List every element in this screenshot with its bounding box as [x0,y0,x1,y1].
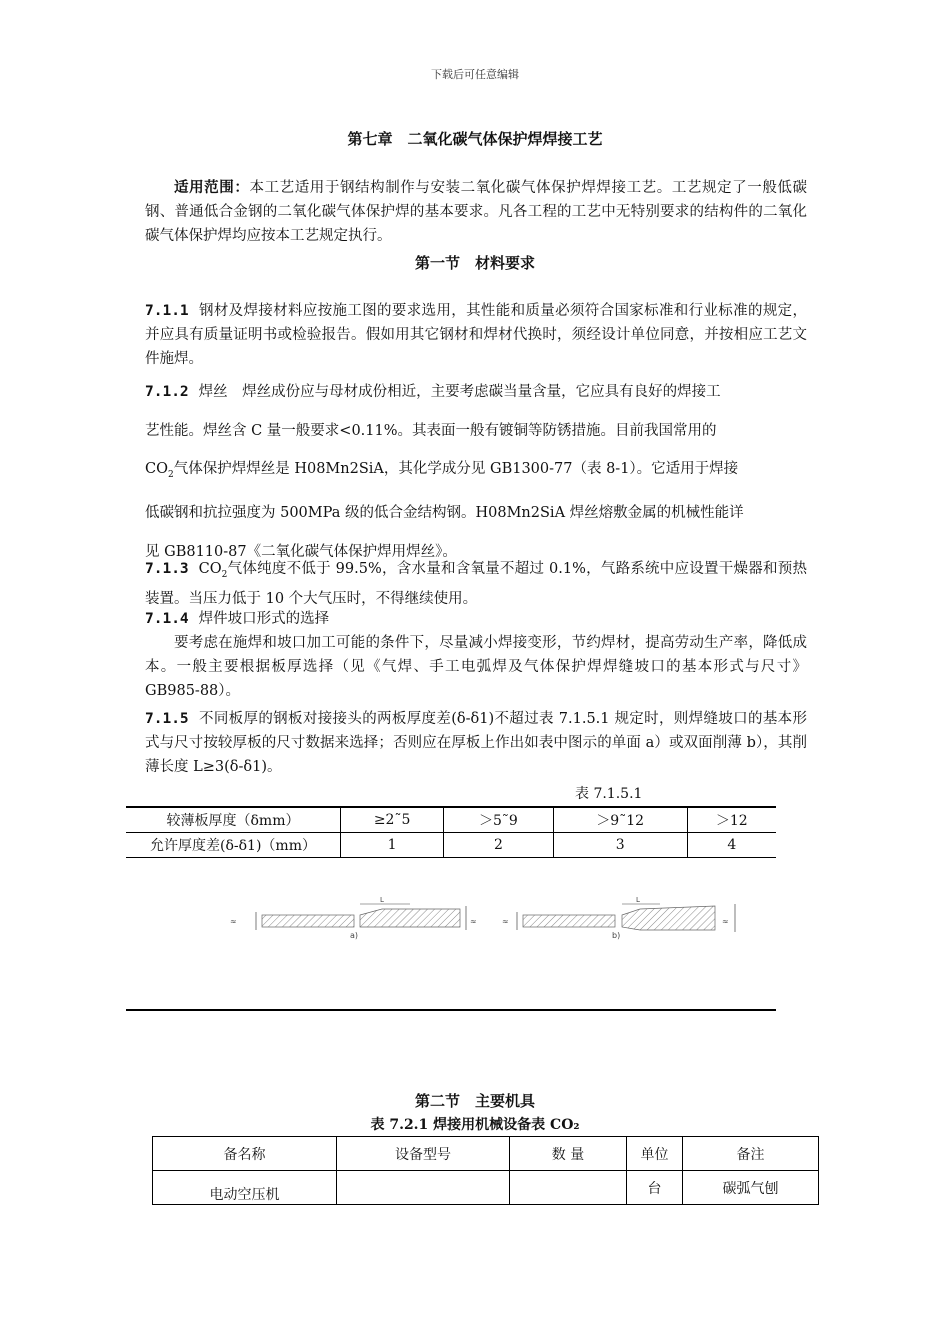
thickness-table [126,806,776,858]
equipment-table [152,1136,819,1205]
table-row [126,833,776,858]
table-cell: 较薄板厚度（δmm） [126,807,341,833]
para-line: 见 GB8110-87《二氧化碳气体保护焊用焊丝》。 [145,543,457,560]
table-cell: 1 [341,833,444,858]
para-number: 7.1.2 [145,384,189,400]
table-header-cell: 单位 [627,1137,683,1171]
scope-paragraph [145,176,807,248]
table-cell: 3 [553,833,687,858]
table-cell: 电动空压机 [153,1171,337,1205]
para-line: $CO_2$气体保护焊焊丝是 H08Mn2SiA，其化学成分见 GB1300-77（表 8-1）。它适用于焊接 [145,461,739,480]
para-number: 7.1.5 [145,711,189,727]
table-cell: ＞12 [687,807,776,833]
svg-text:≈: ≈ [502,917,509,926]
horizontal-rule [126,1009,776,1011]
para-7-1-1 [145,299,807,371]
table-cell: ＞5˜9 [444,807,553,833]
table-header-cell: 备名称 [153,1137,337,1171]
svg-text:≈: ≈ [230,917,237,926]
table-cell [337,1171,510,1205]
table2-caption: 表 7.2.1 焊接用机械设备表 CO₂ [370,1117,580,1133]
diagram-b [502,896,735,940]
table-header-cell: 数 量 [510,1137,627,1171]
para-text: 钢材及焊接材料应按施工图的要求选用，其性能和质量必须符合国家标准和行业标准的规定，并应具有质量证明书或检验报告。假如用其它钢材和焊材代换时，须经设计单位同意，并按相应工艺文件施焊。 [145,303,807,367]
svg-text:≈: ≈ [722,917,729,926]
label-a: a) [350,931,359,940]
table-cell: 允许厚度差(δ-δ1)（mm） [126,833,341,858]
table-cell: 4 [687,833,776,858]
table-cell: 2 [444,833,553,858]
table-cell: ＞9˜12 [553,807,687,833]
section-1-title: 第一节 材料要求 [414,254,535,272]
section-2-title: 第二节 主要机具 [414,1092,535,1110]
para-line: 7.1.2 焊丝 焊丝成份应与母材成份相近，主要考虑碳当量含量，它应具有良好的焊接工 [145,384,721,400]
para-line: 低碳钢和抗拉强度为 500MPa 级的低合金结构钢。H08Mn2SiA 焊丝熔敷金属的机械性能详 [145,505,744,522]
scope-lead: 适用范围： [174,179,250,196]
table-cell: 台 [627,1171,683,1205]
table-cell [510,1171,627,1205]
diagram-a [230,896,477,940]
length-label-b: L [636,896,640,904]
svg-text:≈: ≈ [470,917,477,926]
chapter-title: 第七章 二氧化碳气体保护焊焊接工艺 [347,130,603,148]
bevel-diagram [220,890,745,950]
page-header: 下载后可任意编辑 [431,68,519,81]
para-7-1-2 [145,373,807,571]
para-number: 7.1.3 [145,561,189,577]
table-cell: ≥2˜5 [341,807,444,833]
label-b: b) [612,931,621,940]
table-header-row [153,1137,819,1171]
scope-text: 本工艺适用于钢结构制作与安装二氧化碳气体保护焊焊接工艺。工艺规定了一般低碳钢、普通低合金钢的二氧化碳气体保护焊的基本要求。凡各工程的工艺中无特别要求的结构件的二氧化碳气体保护焊均应按本工艺规定执行。 [145,180,808,244]
table-header-cell: 设备型号 [337,1137,510,1171]
para-7-1-5: 7.1.5 不同板厚的钢板对接接头的两板厚度差(δ-δ1)不超过表 7.1.5.1 规定时，则焊缝坡口的基本形式与尺寸按较厚板的尺寸数据来选择；否则应在厚板上作出如表中图示的单面 a）或双面削薄 b），其削薄长度 L≥3(δ-δ1)。 [145,711,807,775]
para-number: 7.1.1 [145,303,189,319]
para-body: 要考虑在施焊和坡口加工可能的条件下，尽量减小焊接变形，节约焊材，提高劳动生产率，降低成本。一般主要根据板厚选择（见《气焊、手工电弧焊及气体保护焊焊缝坡口的基本形式与尺寸》GB985-88）。 [145,635,807,699]
table-row [126,807,776,833]
table-header-cell: 备注 [683,1137,819,1171]
table-cell: 碳弧气刨 [683,1171,819,1205]
para-7-1-4: 7.1.4 焊件坡口形式的选择 要考虑在施焊和坡口加工可能的条件下，尽量减小焊接变形，节约焊材，提高劳动生产率，降低成本。一般主要根据板厚选择（见《气焊、手工电弧焊及气体保护焊焊缝坡口的基本形式与尺寸》GB985-88）。 [145,607,807,703]
length-label-a: L [380,896,384,904]
para-line: 艺性能。焊丝含 C 量一般要求<0.11%。其表面一般有镀铜等防锈措施。目前我国常用的 [145,422,717,439]
para-7-1-3: 7.1.3 $CO_2$气体纯度不低于 99.5%，含水量和含氧量不超过 0.1%，气路系统中应设置干燥器和预热装置。当压力低于 10 个大气压时，不得继续使用。 [145,561,807,607]
table1-caption: 表 7.1.5.1 [575,786,643,802]
table-row [153,1171,819,1205]
para-number: 7.1.4 [145,611,189,627]
